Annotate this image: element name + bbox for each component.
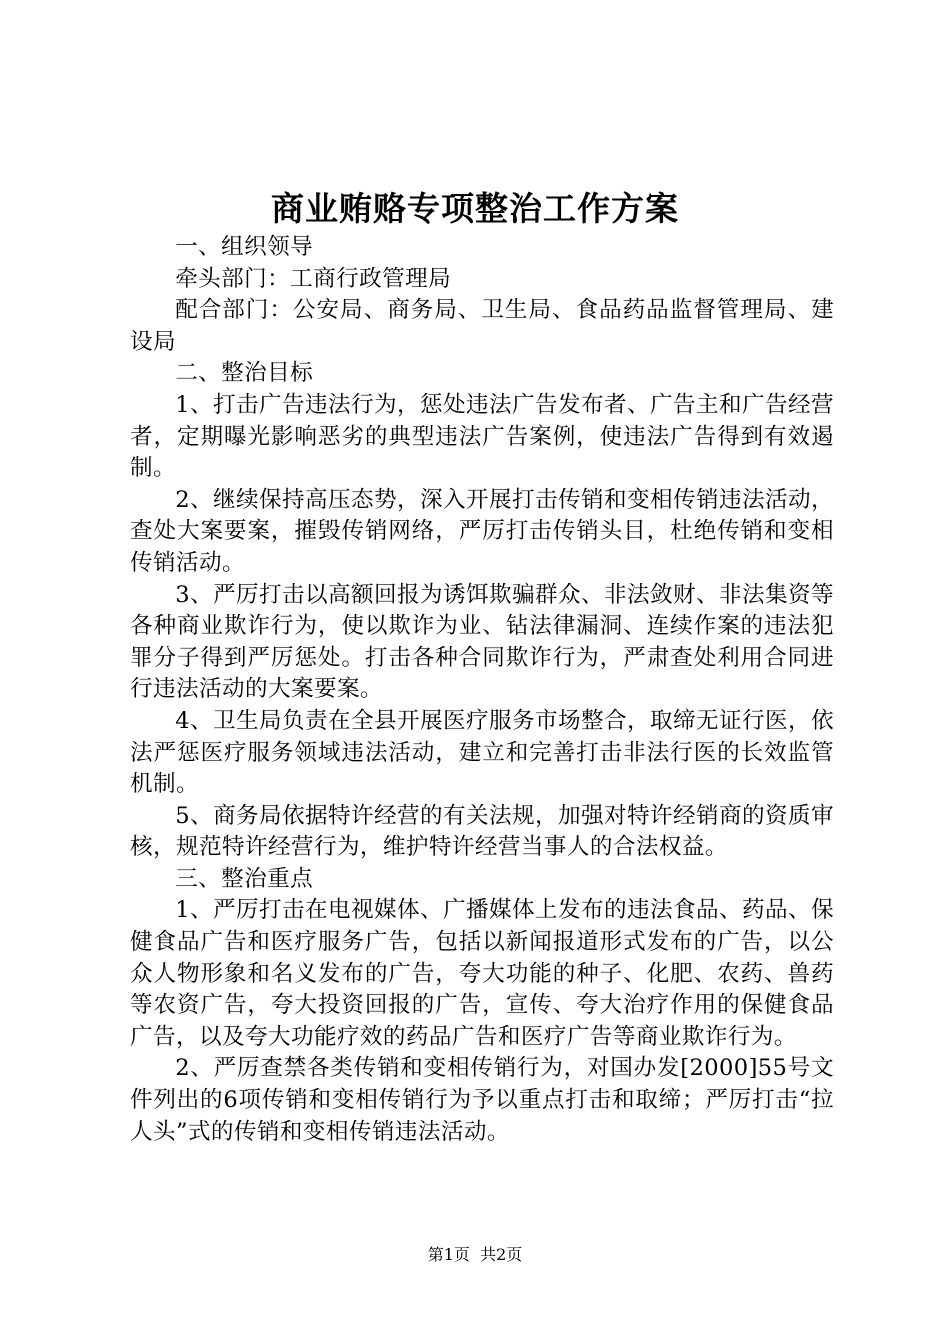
document-title: 商业贿赂专项整治工作方案	[271, 189, 679, 228]
paragraph-lead-department: 牵头部门：工商行政管理局	[175, 265, 452, 292]
section-heading-goals: 二、整治目标	[175, 360, 314, 387]
section-heading-focus: 三、整治重点	[175, 865, 314, 892]
paragraph-focus-2: 2、严厉查禁各类传销和变相传销行为，对国办发[2000]55号文件列出的6项传销和变相传销行为予以重点打击和取缔；严厉打击“拉人头”式的传销和变相传销违法活动。	[130, 1055, 834, 1145]
paragraph-focus-1: 1、严厉打击在电视媒体、广播媒体上发布的违法食品、药品、保健食品广告和医疗服务广告，包括以新闻报道形式发布的广告，以公众人物形象和名义发布的广告，夸大功能的种子、化肥、农药、兽药等农资广告，夸大投资回报的广告，宣传、夸大治疗作用的保健食品广告，以及夸大功能疗效的药品广告和医疗广告等商业欺诈行为。	[130, 897, 834, 1050]
page-footer: 第1页 共2页	[427, 1245, 523, 1264]
paragraph-goal-4: 4、卫生局负责在全县开展医疗服务市场整合，取缔无证行医，依法严惩医疗服务领域违法活动，建立和完善打击非法行医的长效监管机制。	[130, 707, 834, 798]
paragraph-goal-3: 3、严厉打击以高额回报为诱饵欺骗群众、非法敛财、非法集资等各种商业欺诈行为，使以欺诈为业、钻法律漏洞、连续作案的违法犯罪分子得到严厉惩处。打击各种合同欺诈行为，严肃查处利用合同进行违法活动的大案要案。	[130, 581, 834, 703]
paragraph-goal-2: 2、继续保持高压态势，深入开展打击传销和变相传销违法活动，查处大案要案，摧毁传销网络，严厉打击传销头目，杜绝传销和变相传销活动。	[130, 486, 834, 576]
section-heading-leadership: 一、组织领导	[175, 234, 314, 260]
paragraph-cooperating-departments: 配合部门：公安局、商务局、卫生局、食品药品监督管理局、建设局	[130, 297, 834, 355]
paragraph-goal-5: 5、商务局依据特许经营的有关法规，加强对特许经销商的资质审核，规范特许经营行为，维护特许经营当事人的合法权益。	[130, 802, 834, 861]
document-body	[130, 232, 834, 1148]
paragraph-goal-1: 1、打击广告违法行为，惩处违法广告发布者、广告主和广告经营者，定期曝光影响恶劣的典型违法广告案例，使违法广告得到有效遏制。	[130, 391, 834, 482]
